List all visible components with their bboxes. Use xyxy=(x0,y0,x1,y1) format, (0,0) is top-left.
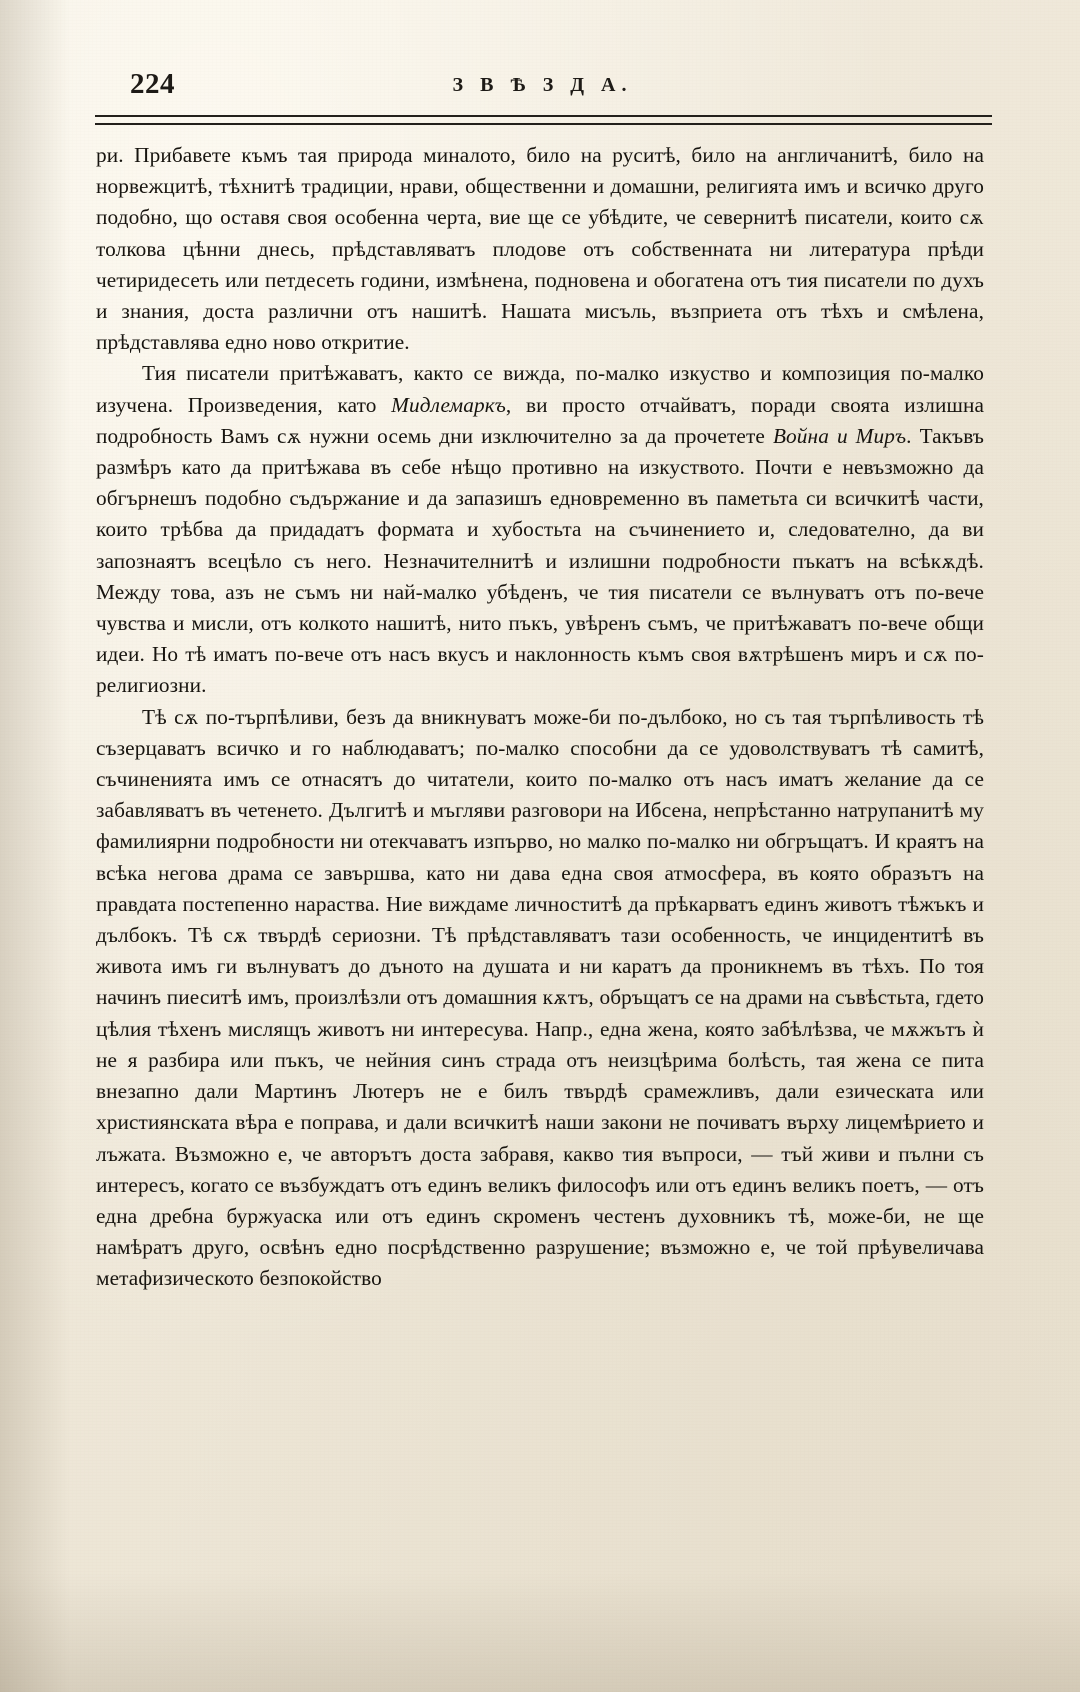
page-header xyxy=(95,68,990,108)
page-edge-shadow-left xyxy=(0,0,70,1692)
running-title: З В Ѣ З Д А. xyxy=(452,74,633,96)
paragraph: Тия писатели притѣжаватъ, както се вижда, по-малко изкуство и композиция по-малко изучена. Произведения, като Мидлемаркъ, ви просто отчайватъ, поради своята излишна подробность Вамъ сѫ нужни осемь дни изключително за да прочетете Война и Миръ. Такъвъ размѣръ като да притѣжава въ себе нѣщо противно на изкуството. Почти е невъзможно да обгърнешъ подобно съдържание и да запазишъ едновременно въ паметьта си всичкитѣ части, които трѣбва да придадатъ формата и хубостьта на съчинението и, следователно, да ви запознаятъ всецѣло съ него. Незначителнитѣ и излишни подробности пъкатъ на всѣкѫдѣ. Между това, азъ не съмъ ни най-малко убѣденъ, че тия писатели се вълнуватъ отъ по-вече чувства и мисли, отъ колкото нашитѣ, нито пъкъ, увѣренъ съмъ, че притѣжаватъ по-вече общи идеи. Но тѣ иматъ по-вече отъ насъ вкусъ и наклонность къмъ своя вѫтрѣшенъ миръ и сѫ по-религиозни. xyxy=(96,361,985,698)
header-rule xyxy=(95,115,992,125)
title-italic: Война и Миръ xyxy=(772,423,907,448)
title-italic: Мидлемаркъ xyxy=(391,392,506,417)
body-text xyxy=(96,140,984,1295)
page-number: 224 xyxy=(130,68,175,100)
paragraph: ри. Прибавете къмъ тая природа миналото, било на руситѣ, било на англичанитѣ, било на норвежцитѣ, тѣхнитѣ традиции, нрави, общественни и домашни, религията имъ и всичко друго подобно, що оставя своя особенна черта, вие ще се убѣдите, че севернитѣ писатели, които сѫ толкова цѣнни днесь, прѣдставляватъ плодове отъ собственната ни литература прѣди четиридесеть или петдесеть години, измѣнена, подновена и обогатена отъ тия писатели по духъ и знания, доста различни отъ нашитѣ. Нашата мисъль, възприета отъ тѣхъ и смѣлена, прѣдставлява едно ново откритие. xyxy=(96,143,984,355)
page-edge-shadow-bottom xyxy=(0,1572,1080,1692)
paragraph: Тѣ сѫ по-търпѣливи, безъ да вникнуватъ може-би по-дълбоко, но съ тая търпѣливость тѣ съзерцаватъ всичко и го наблюдаватъ; по-малко способни да се удоволствуватъ тѣ самитѣ, съчиненията имъ се отнасятъ до читатели, които по-малко отъ насъ иматъ желание да се забавляватъ въ четенето. Дългитѣ и мъгляви разговори на Ибсена, непрѣстанно натрупанитѣ му фамилиярни подробности ни отекчаватъ изпърво, но малко по-малко ни обгръщатъ. И краятъ на всѣка негова драма се завършва, като ни дава една своя атмосфера, въ която образътъ на правдата постепенно нараства. Ние виждаме личноститѣ да прѣкарватъ единъ животъ тѣжъкъ и дълбокъ. Тѣ сѫ твърдѣ сериозни. Тѣ прѣдставляватъ тази особенность, че инцидентитѣ въ живота имъ ги вълнуватъ до дъното на душата и ни каратъ да проникнемъ въ тѣхъ. По тоя начинъ пиеситѣ имъ, произлѣзли отъ домашния кѫтъ, обръщатъ се на драми на съвѣстьта, гдето цѣлия тѣхенъ мислящъ животъ ни интересува. Напр., една жена, която забѣлѣзва, че мѫжътъ ѝ не я разбира или пъкъ, че нейния синъ страда отъ неизцѣрима болѣсть, тая жена се пита внезапно дали Мартинъ Лютеръ не е билъ твърдѣ срамежливъ, дали езическата или християнската вѣра е поправа, и дали всичкитѣ наши закони не почиватъ върху лицемѣрието и лъжата. Възможно е, че авторътъ доста забравя, какво тия въпроси, — тъй живи и пълни съ интересъ, когато се възбуждатъ отъ единъ великъ философъ или отъ единъ великъ поетъ, — отъ една дребна буржуаска или отъ единъ скроменъ честенъ духовникъ тѣ, може-би, не ще намѣратъ друго, освѣнъ едно посрѣдственно разрушение; възможно е, че той прѣувеличава метафизическото безпокойство xyxy=(96,704,984,1291)
